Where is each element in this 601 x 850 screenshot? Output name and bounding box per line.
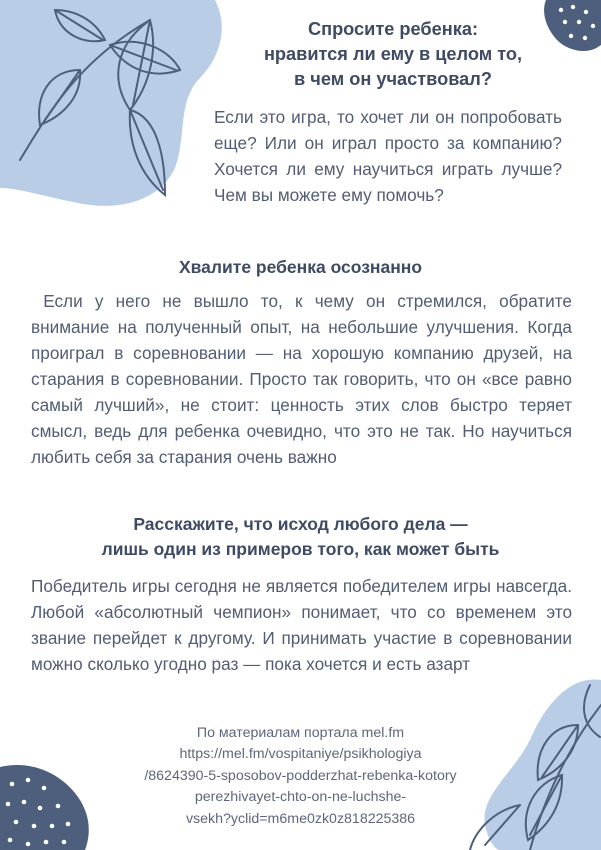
section1-body: Если это игра, то хочет ли он попробовать еще? Или он играл просто за компанию? Хочется ли ему научиться играть лучше? Чем вы можете ему помочь? xyxy=(214,107,562,205)
heading-line: Спросите ребенка: xyxy=(307,19,479,39)
top-left-blob xyxy=(0,0,222,206)
source-url-line[interactable]: perezhivayet-chto-on-ne-luchshe- xyxy=(194,789,407,806)
top-left-leaf-decoration xyxy=(0,0,230,215)
section3-body: Победитель игры сегодня не является победителем игры навсегда. Любой «абсолютный чемпион» понимает, что со временем это звание перейдет к другому. И принимать участие в соревновании можно сколько угодно раз — пока хочется и есть азарт xyxy=(31,576,572,674)
section1-heading xyxy=(215,17,571,92)
source-url-line[interactable]: /8624390-5-sposobov-podderzhat-rebenka-kotory xyxy=(144,767,457,784)
heading-line: Расскажите, что исход любого дела — xyxy=(133,514,468,534)
heading-line: в чем он участвовал? xyxy=(294,69,492,89)
section2-heading: Хвалите ребенка осознанно xyxy=(178,257,423,277)
source-url-line[interactable]: https://mel.fm/vospitaniye/psikhologiya xyxy=(179,746,422,763)
source-caption: По материалам портала mel.fm xyxy=(196,725,405,741)
heading-line: нравится ли ему в целом то, xyxy=(263,44,523,64)
source-url-line[interactable]: vsekh?yclid=m6me0zk0z818225386 xyxy=(185,810,416,827)
source-citation xyxy=(60,723,541,830)
section2-body: Если у него не вышло то, к чему он стремился, обратите внимание на полученный опыт, на небольшие улучшения. Когда проиграл в соревновании — на хорошую компанию друзей, на старания в соревновании. Просто так говорить, что он «все равно самый лучший», не стоит: ценность этих слов быстро теряет смысл, ведь для ребенка очевидно, что это не так. Но научиться любить себя за старания очень важно xyxy=(31,291,577,467)
section3-heading xyxy=(0,512,601,562)
heading-line: лишь один из примеров того, как может быть xyxy=(101,539,500,559)
